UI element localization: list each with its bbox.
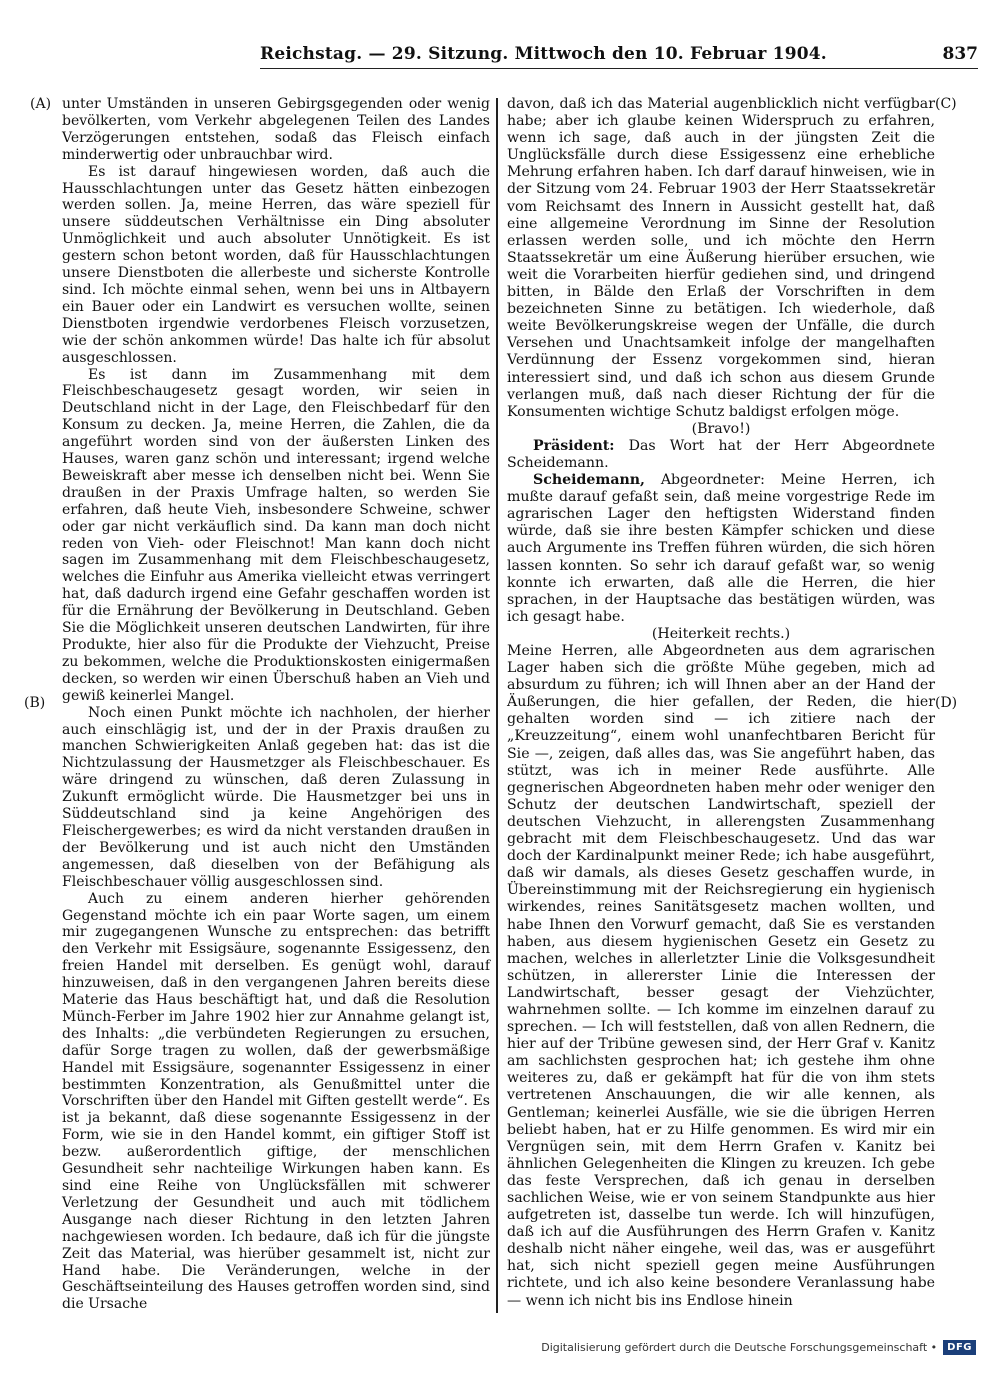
applause-note: (Bravo!) — [691, 420, 751, 437]
right-paragraph: davon, daß ich das Material augenblicklich nicht verfügbar habe; aber ich glaube keinen Widerspruch zu erfahren, wenn ich sage, daß auch in der jüngsten Zeit die Unglücksfälle durch diese Essigessenz eine erhebliche Mehrung erfahren haben. Ich darf darauf hinweisen, wie in der Sitzung vom 24. Februar 1903 der Herr Staatssekretär vom Reichsamt des Innern in Aussicht gestellt hat, daß eine allgemeine Verordnung im Sinne der Resolution erlassen werden solle, und ich möchte den Herrn Staatssekretär um eine Äußerung hierüber ersuchen, wie weit die Vorarbeiten hierfür gediehen sind, und dringend bitten, in Bälde den Erlaß der Vorschriften in dem bezeichneten Sinne zu betätigen. Ich wiederhole, daß weite Bevölkerungskreise wegen der Unfälle, die durch Versehen und Unachtsamkeit infolge der mangelhaften Verdünnung der Essenz vorgekommen sind, hieran interessiert sind, und daß ich schon aus diesem Grunde verlangen muß, daß nach dieser Richtung der für die Konsumenten wichtige Schutz baldigst erfolgen möge. — [507, 96, 935, 420]
page-number: 837 — [942, 44, 978, 64]
margin-marker-d: (D) — [935, 695, 958, 711]
right-paragraph: Meine Herren, alle Abgeordneten aus dem agrarischen Lager haben sich die größte Mühe gegeben, mich ad absurdum zu führen; ich will Ihnen aber an der Hand der Äußerungen, die hier gefallen, der Reden, die hier gehalten worden sind — ich zitiere nach der „Kreuzzeitung“, einem wohl unanfechtbaren Bericht für Sie —, zeigen, daß alles das, was Sie angeführt haben, das stützt, was ich in meiner Rede ausführte. Alle gegnerischen Abgeordneten haben mehr oder weniger den Schutz der deutschen Landwirtschaft, speziell der deutschen Viehzucht, in allerengsten Zusammenhang gebracht mit dem Fleischbeschaugesetz. Und das war doch der Kardinalpunkt meiner Rede; ich habe ausgeführt, daß wir damals, als dieses Gesetz geschaffen wurde, in Übereinstimmung mit der Reichsregierung ein hygienisch wirkendes, reines Sanitätsgesetz machen wollten, und habe Ihnen den Vorwurf gemacht, daß Sie es verstanden haben, aus diesem hygienischen Gesetz ein Gesetz zu machen, welches in allerletzter Linie die Volksgesundheit schützen, in allererster Linie die Interessen der Landwirtschaft, besser gesagt der Viehzüchter, wahrnehmen sollte. — Ich komme im einzelnen darauf zu sprechen. — Ich will feststellen, daß von allen Rednern, die hier auf der Tribüne gewesen sind, der Herr Graf v. Kanitz am sachlichsten gesprochen hat; ich gestehe ihm ohne weiteres zu, daß er gekämpft hat für die von ihm stets vertretenen Anschauungen, die wir alle kennen, als Gentleman; keinerlei Ausfälle, wie sie die übrigen Herren beliebt haben, hat er zu Hilfe genommen. Es wird mir ein Vergnügen sein, mit dem Herrn Grafen v. Kanitz bei ähnlichen Gelegenheiten die Klingen zu kreuzen. Ich gebe das feste Versprechen, daß ich genau in derselben sachlichen Weise, wie er von seinem Standpunkte aus hier aufgetreten ist, dasselbe tun werde. Ich will hinzufügen, daß ich auf die Ausführungen des Herrn Grafen v. Kanitz deshalb nicht näher eingehe, weil das, was er ausgeführt hat, sich nicht speziell gegen meine Ausführungen richtete, und ich also keine besondere Veranlassung habe — wenn ich nicht bis ins Endlose hinein — [507, 643, 935, 1309]
speaker-name: Scheidemann, — [533, 472, 645, 489]
margin-marker-b: (B) — [24, 695, 46, 711]
left-paragraph: unter Umständen in unseren Gebirgsgegenden oder wenig bevölkerten, vom Verkehr abgelegenen Teilen des Landes Verzögerungen entstehen, sodaß das Fleisch einfach minderwertig oder unbrauchbar wird. — [62, 96, 490, 163]
header-rule — [260, 68, 978, 69]
column-divider — [496, 98, 498, 1313]
left-column — [62, 96, 490, 1313]
left-paragraph: Noch einen Punkt möchte ich nachholen, der hierher auch einschlägig ist, und der in der Praxis draußen zu manchen Schwierigkeiten Anlaß gegeben hat: das ist die Nichtzulassung der Hausmetzger als Fleischbeschauer. Es wäre dringend zu wünschen, daß deren Zulassung in Zukunft ermöglicht würde. Die Hausmetzger bei uns in Süddeutschland sind ja keine Angehörigen des Fleischergewerbes; es wird da nicht verstanden draußen in der Bevölkerung und ist auch nicht den Umständen angemessen, daß dieselben von der Befähigung als Fleischbeschauer völlig ausgeschlossen sind. — [62, 704, 490, 890]
left-paragraph: Es ist darauf hingewiesen worden, daß auch die Hausschlachtungen unter das Gesetz hätten einbezogen werden sollen. Ja, meine Herren, das wäre speziell für unsere süddeutschen Verhältnisse ein Ding absoluter Unmöglichkeit und auch absoluter Unnötigkeit. Es ist gestern schon betont worden, daß für Hausschlachtungen unsere Dienstboten die allerbeste und sicherste Kontrolle sind. Ich möchte einmal sehen, wenn bei uns in Altbayern ein Bauer oder ein Landwirt es versuchen wollte, seinen Dienstboten irgendwie verdorbenes Fleisch vorzusetzen, wie der schön ankommen würde! Das halte ich für absolut ausgeschlossen. — [62, 163, 490, 366]
digitization-footer — [541, 1340, 976, 1355]
laughter-note: (Heiterkeit rechts.) — [651, 625, 791, 642]
president-label: Präsident: — [533, 437, 615, 454]
president-text: Das Wort hat der Herr Abgeordnete Scheidemann. — [507, 437, 936, 471]
dfg-logo: DFG — [943, 1340, 976, 1355]
margin-marker-c: (C) — [935, 96, 957, 112]
right-column — [507, 96, 935, 1310]
left-paragraph: Auch zu einem anderen hierher gehörenden Gegenstand möchte ich ein paar Worte sagen, um einem mir zugegangenen Wunsche zu entsprechen: das betrifft den Verkehr mit Essigsäure, sogenannte Essigessenz, den freien Handel mit derselben. Es genügt wohl, darauf hinzuweisen, daß in den vergangenen Jahren bereits diese Materie das Haus beschäftigt hat, und daß die Resolution Münch-Ferber im Jahre 1902 hier zur Annahme gelangt ist, des Inhalts: „die verbündeten Regierungen zu ersuchen, dafür Sorge tragen zu wollen, daß der gewerbsmäßige Handel mit Essigsäure, sogenannter Essigessenz in einer bestimmten Konzentration, als Genußmittel unter die Vorschriften über den Handel mit Giften gestellt werde“. Es ist ja bekannt, daß diese sogenannte Essigessenz in der Form, wie sie in den Handel kommt, ein giftiger Stoff ist bezw. außerordentlich giftige, der menschlichen Gesundheit sehr nachteilige Wirkungen haben kann. Es sind eine Reihe von Unglücksfällen mit schwerer Verletzung der Gesundheit und auch mit tödlichem Ausgange nach dieser Richtung in den letzten Jahren nachgewiesen worden. Ich bedaure, daß ich für die jüngste Zeit das Material, was hierüber gesammelt ist, nicht zur Hand habe. Die Veränderungen, welche in der Geschäftseinteilung des Hauses getroffen worden sind, sind die Ursache — [62, 890, 490, 1313]
president-statement — [507, 438, 935, 472]
margin-marker-a: (A) — [30, 96, 52, 112]
speaker-statement — [507, 472, 935, 626]
speaker-text: Abgeordneter: Meine Herren, ich mußte darauf gefaßt sein, daß meine vorgestrige Rede im agrarischen Lager den heftigsten Widerstand finden würde, daß sie ihre besten Kämpfer schicken und diese auch Argumente ins Treffen führen würden, die sich hören lassen konnten. So sehr ich darauf gefaßt war, so wenig konnte ich erwarten, daß alle die Herren, die hier sprachen, in der Hauptsache das bestätigen würden, was ich gesagt habe. — [507, 472, 935, 625]
footer-text: Digitalisierung gefördert durch die Deutsche Forschungsgemeinschaft • — [541, 1341, 938, 1354]
running-title: Reichstag. — 29. Sitzung. Mittwoch den 10. Februar 1904. — [260, 44, 827, 64]
page-header — [30, 44, 978, 70]
left-paragraph: Es ist dann im Zusammenhang mit dem Fleischbeschaugesetz gesagt worden, wir seien in Deutschland nicht in der Lage, den Fleischbedarf für den Konsum zu decken. Ja, meine Herren, die Zahlen, die da angeführt worden sind von der äußersten Linken des Hauses, waren ganz schön und interessant; irgend welche Beweiskraft aber messe ich denselben nicht bei. Wenn Sie draußen in der Praxis Umfrage halten, so werden Sie erfahren, daß heute Vieh, insbesondere Schweine, schwer oder gar nicht verkäuflich sind. Da kann man doch nicht reden von Vieh- oder Fleischnot! Man kann doch nicht sagen im Zusammenhang mit dem Fleischbeschaugesetz, welches die Einfuhr aus Amerika vielleicht etwas verringert hat, daß dadurch irgend eine Gefahr geschaffen worden ist für die Ernährung der Bevölkerung in Deutschland. Geben Sie die Möglichkeit unseren deutschen Landwirten, für ihre Produkte, hier also für die Produkte der Viehzucht, Preise zu bekommen, welche die Produktionskosten einigermaßen decken, so werden wir einen Überschuß haben an Vieh und gewiß keinerlei Mangel. — [62, 366, 490, 704]
